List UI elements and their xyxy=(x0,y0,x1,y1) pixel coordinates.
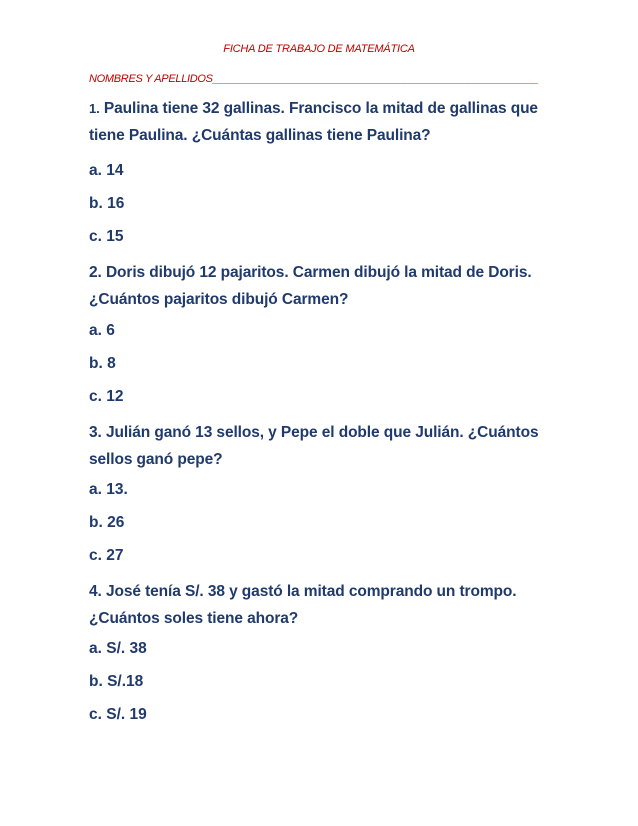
question-3-option-b: b. 26 xyxy=(89,514,125,531)
worksheet-title: FICHA DE TRABAJO DE MATEMÁTICA xyxy=(223,43,415,55)
question-2-number: 2. xyxy=(89,264,102,281)
question-4 xyxy=(89,578,559,632)
question-1-option-c: c. 15 xyxy=(89,228,124,245)
question-2-option-c: c. 12 xyxy=(89,388,124,405)
question-2 xyxy=(89,259,559,313)
question-2-text: Doris dibujó 12 pajaritos. Carmen dibujó la mitad de Doris. ¿Cuántos pajaritos dibujó Carmen? xyxy=(89,264,532,308)
question-1-option-b: b. 16 xyxy=(89,195,125,212)
question-4-option-b: b. S/.18 xyxy=(89,673,144,690)
question-2-option-a: a. 6 xyxy=(89,322,115,339)
question-1-text: Paulina tiene 32 gallinas. Francisco la mitad de gallinas que tiene Paulina. ¿Cuántas gallinas tiene Paulina? xyxy=(89,100,538,144)
question-3-text: Julián ganó 13 sellos, y Pepe el doble que Julián. ¿Cuántos sellos ganó pepe? xyxy=(89,424,539,468)
question-1 xyxy=(89,95,559,149)
question-4-number: 4. xyxy=(89,583,102,600)
question-3 xyxy=(89,419,559,473)
names-line: ________________________________________________________ xyxy=(212,73,539,85)
question-3-option-c: c. 27 xyxy=(89,547,124,564)
question-2-option-b: b. 8 xyxy=(89,355,116,372)
question-1-option-a: a. 14 xyxy=(89,162,124,179)
names-label: NOMBRES Y APELLIDOS xyxy=(89,73,213,85)
question-3-number: 3. xyxy=(89,424,102,441)
question-4-text: José tenía S/. 38 y gastó la mitad comprando un trompo. ¿Cuántos soles tiene ahora? xyxy=(89,583,517,627)
question-4-option-c: c. S/. 19 xyxy=(89,706,147,723)
question-4-option-a: a. S/. 38 xyxy=(89,640,147,657)
question-1-number: 1. xyxy=(89,101,100,116)
question-3-option-a: a. 13. xyxy=(89,481,128,498)
names-field xyxy=(89,73,539,85)
